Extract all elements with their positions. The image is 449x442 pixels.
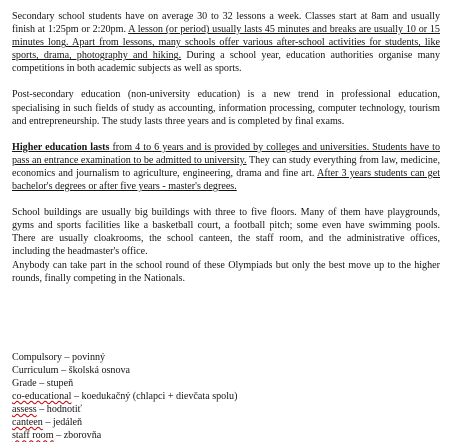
glossary-meaning: koedukačný (chlapci + dievčata spolu) bbox=[81, 390, 238, 402]
text-run: School buildings are usually big buildings with three to five floors. Many of them have playgrounds, gyms and sports facilities like a basketball court, a football pitch; some even have swimming pools. There are usually cloakrooms, the school canteen, the staff room, and the administrative offices, including the headmaster's office. bbox=[12, 207, 440, 258]
glossary-item bbox=[12, 403, 440, 416]
glossary-item bbox=[12, 416, 440, 429]
glossary-term: Grade bbox=[12, 377, 37, 389]
glossary-meaning: jedáleň bbox=[52, 417, 83, 429]
glossary-term: canteen bbox=[12, 417, 43, 429]
paragraph-post-secondary bbox=[12, 88, 440, 127]
glossary-meaning: stupeň bbox=[46, 377, 74, 389]
glossary-term: staff room bbox=[12, 430, 54, 442]
glossary-meaning: povinný bbox=[72, 351, 106, 363]
blank-space bbox=[12, 285, 440, 351]
glossary-separator: – bbox=[42, 417, 53, 429]
glossary-meaning: zborovňa bbox=[63, 430, 102, 442]
bold-underlined-text: Higher education lasts bbox=[12, 141, 110, 153]
glossary-separator: – bbox=[71, 390, 82, 402]
glossary-item bbox=[12, 377, 440, 390]
glossary-separator: – bbox=[53, 430, 64, 442]
glossary-term: Curriculum bbox=[12, 364, 59, 376]
glossary-separator: – bbox=[36, 404, 47, 416]
glossary-term: assess bbox=[12, 404, 37, 416]
blank-line bbox=[12, 193, 440, 206]
text-run: Anybody can take part in the school round of these Olympiads but only the best move up to the higher rounds, finally competing in the Nationals. bbox=[12, 259, 440, 284]
text-run: During a school year, education authorities organise many competitions in both academic subjects as well as sports. bbox=[12, 50, 441, 75]
paragraph-school-buildings bbox=[12, 206, 440, 258]
text-run: They can study everything from law, medicine, economics and journalism to agriculture, engineering, drama and fine art. bbox=[12, 154, 440, 179]
paragraph-higher-education bbox=[12, 141, 440, 193]
text-run: Secondary school students have on average 30 to 32 lessons a week. Classes start at 8am and usually finish at 1:25pm or 2:20pm. bbox=[12, 11, 440, 36]
glossary-separator: – bbox=[61, 351, 73, 363]
glossary-separator: – bbox=[58, 364, 69, 376]
glossary-list bbox=[12, 351, 440, 442]
paragraph-olympiads bbox=[12, 259, 440, 285]
blank-line bbox=[12, 128, 440, 141]
glossary-item bbox=[12, 390, 440, 403]
underlined-text: After 3 years students can get bachelor's degrees or after five years - master's degrees. bbox=[12, 167, 440, 193]
glossary-item bbox=[12, 364, 440, 377]
glossary-separator: – bbox=[36, 377, 47, 389]
glossary-term: Compulsory bbox=[12, 351, 62, 363]
underlined-text: A lesson (or period) usually lasts 45 minutes and breaks are usually 10 or 15 minutes long. Apart from lessons, many schools offer various after-school activities for students, like sports, drama, photography and hiking. bbox=[12, 24, 440, 62]
glossary-meaning: hodnotiť bbox=[46, 404, 82, 416]
underlined-text: from 4 to 6 years and is provided by colleges and universities. Students have to pass an entrance examination to be admitted to university. bbox=[12, 141, 440, 166]
blank-line bbox=[12, 75, 440, 88]
glossary-term: co-educational bbox=[12, 390, 72, 402]
glossary-item bbox=[12, 429, 440, 442]
text-run: Post-secondary education (non-university education) is a new trend in professional education, specialising in such fields of study as accounting, information processing, computer technology, tourism and entrepreneurship. The study lasts three years and is completed by final exams. bbox=[12, 89, 440, 127]
paragraph-lessons bbox=[12, 10, 440, 75]
glossary-item bbox=[12, 351, 440, 364]
glossary-meaning: školská osnova bbox=[68, 364, 131, 376]
document-page bbox=[12, 10, 440, 442]
